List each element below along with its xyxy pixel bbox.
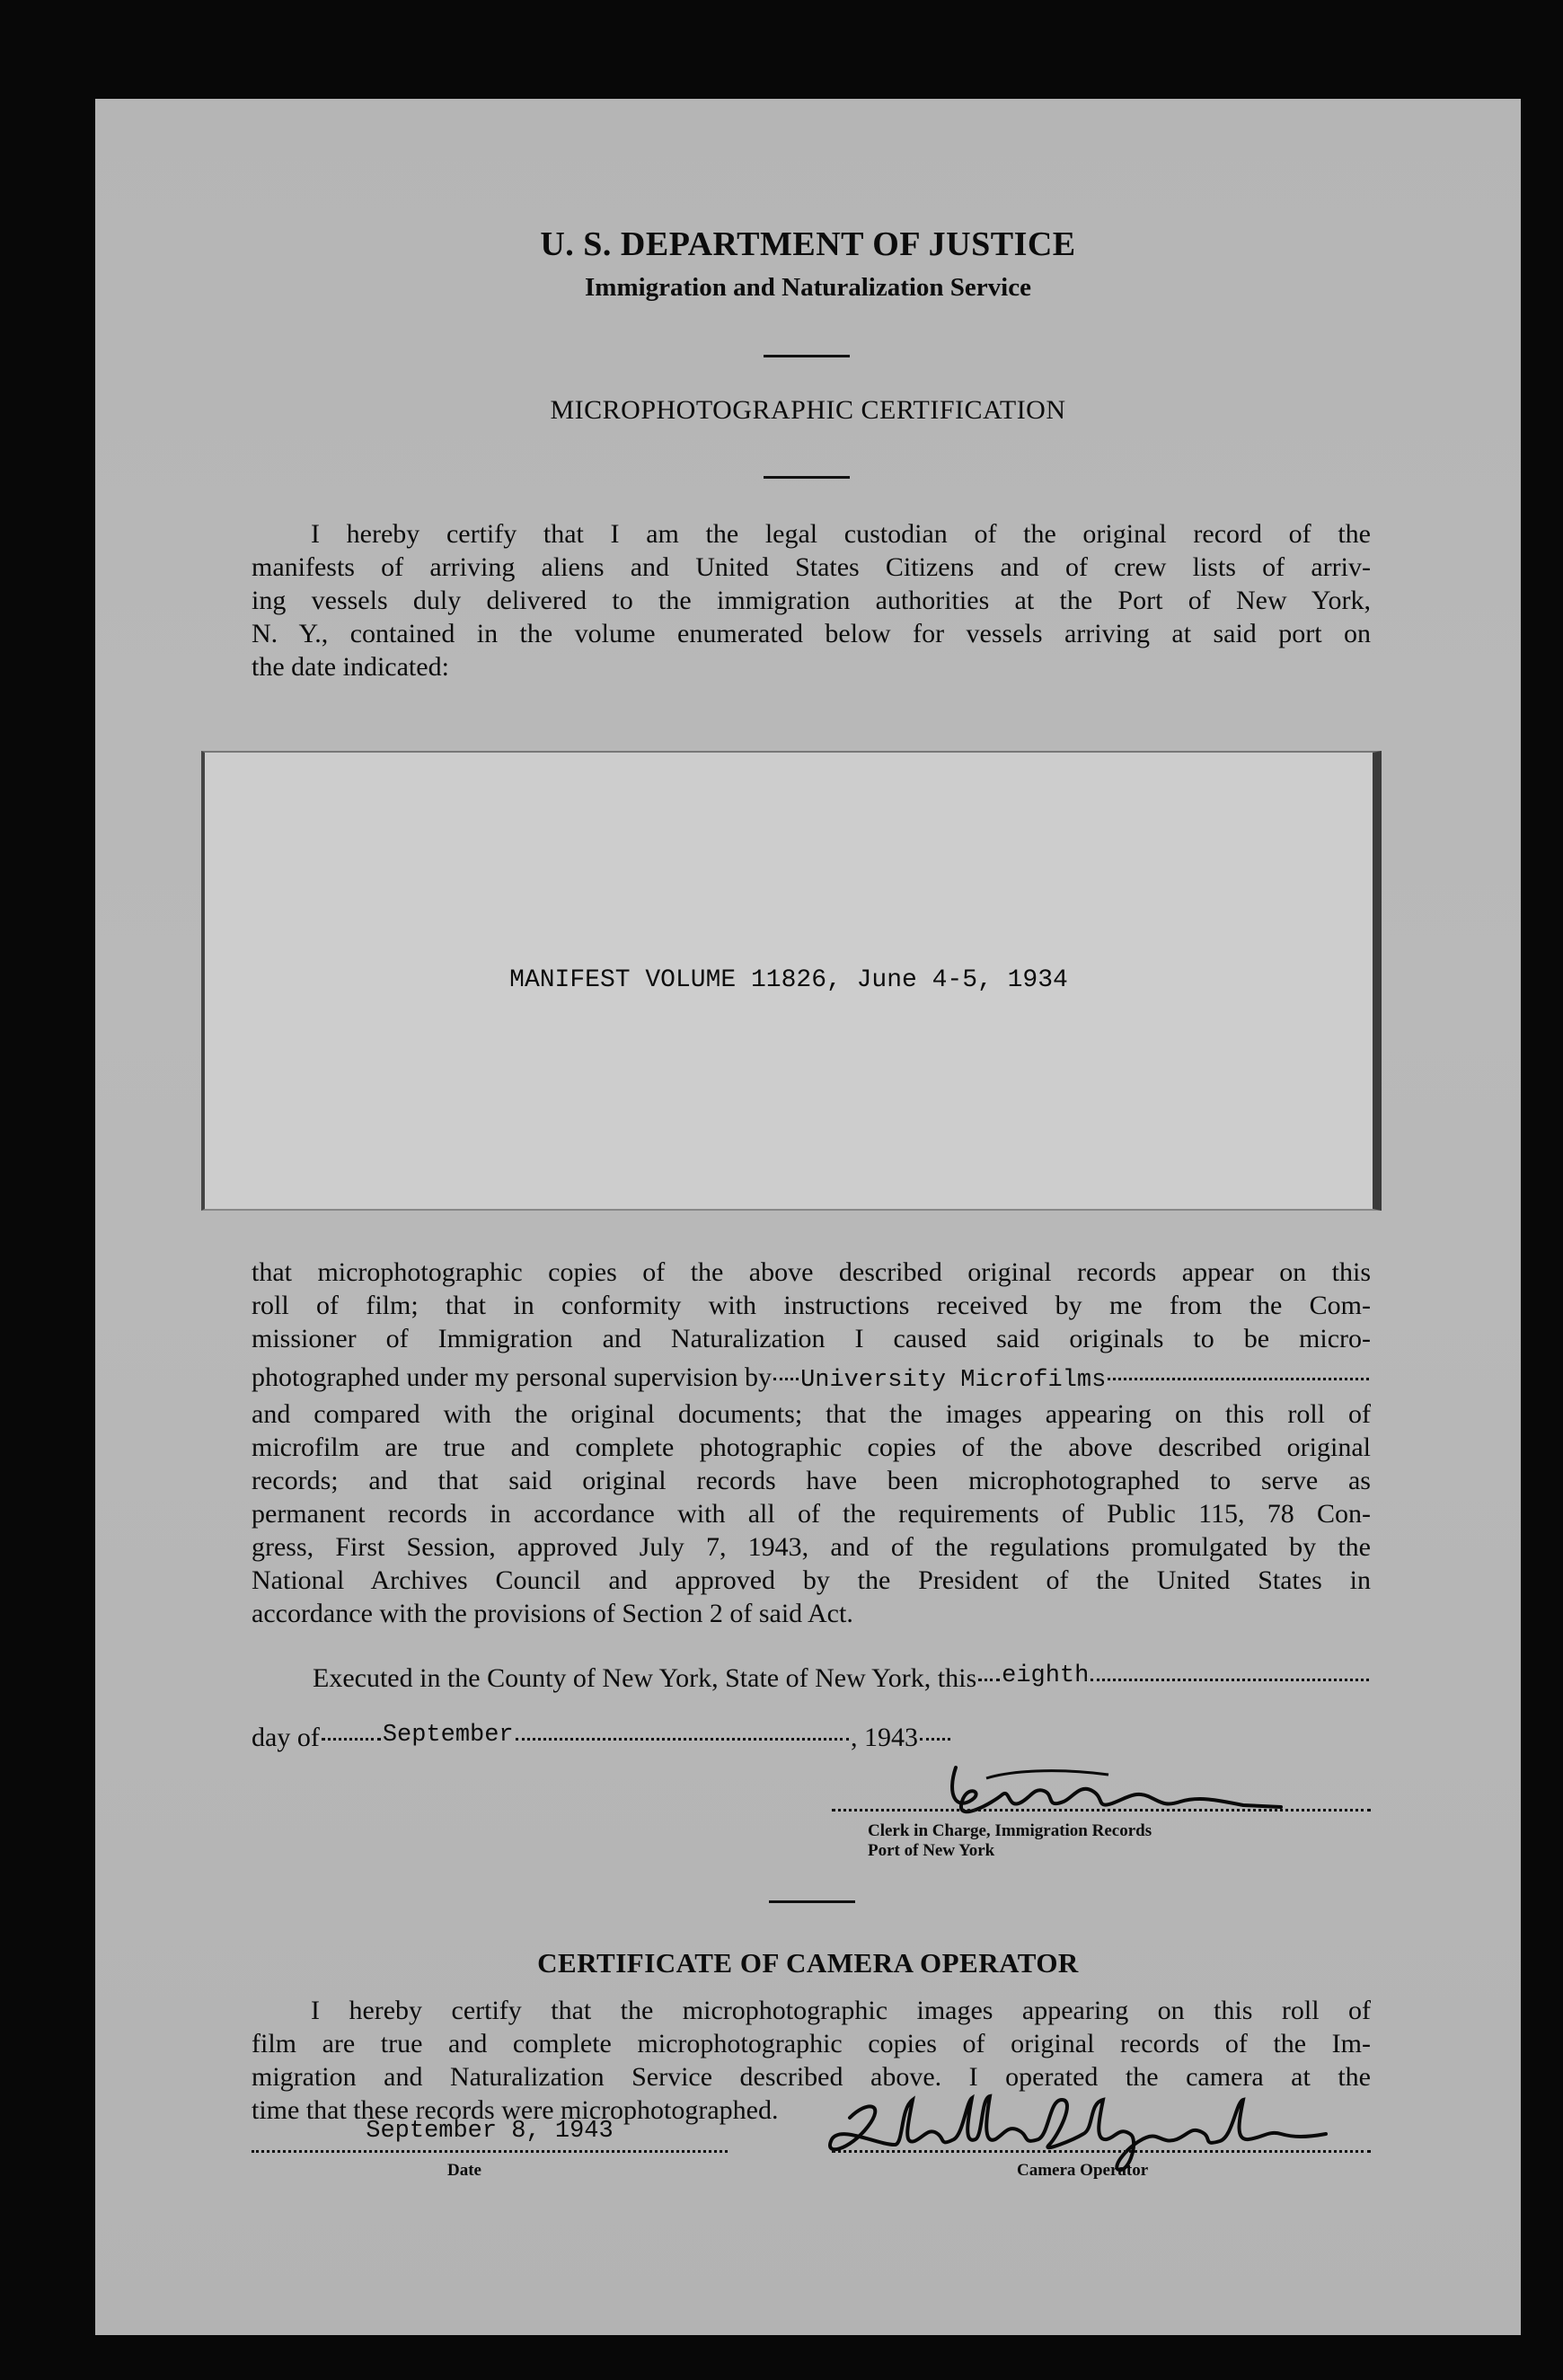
dotted-leader [978,1679,1000,1681]
body-line: National Archives Council and approved by the President of the United States in [252,1565,1371,1595]
operator-date-value: September 8, 1943 [366,2118,614,2145]
body-line: and compared with the original documents; that the images appearing on this roll of [252,1399,1371,1429]
executed-line [313,1662,1371,1698]
intro-line: ing vessels duly delivered to the immigration authorities at the Port of New York, [252,586,1371,615]
body-line: gress, First Session, approved July 7, 1943, and of the regulations promulgated by the [252,1532,1371,1562]
clerk-signature-line [832,1809,1371,1811]
supervision-prefix: photographed under my personal supervision by [252,1362,773,1392]
operator-line: I hereby certify that the microphotographic images appearing on this roll of [311,1996,1371,2025]
intro-line: N. Y., contained in the volume enumerated below for vessels arriving at said port on [252,619,1371,648]
date-dotted-line [252,2150,728,2153]
dotted-leader [516,1738,849,1741]
body-paragraph [252,1256,1371,1630]
dotted-leader [1091,1679,1369,1681]
body-line: microfilm are true and complete photographic copies of the above described original [252,1432,1371,1462]
body-line: missioner of Immigration and Naturalization I caused said originals to be micro- [252,1324,1371,1353]
intro-paragraph [252,517,1371,683]
divider [764,355,850,357]
intro-line: the date indicated: [252,652,449,682]
operator-heading: CERTIFICATE OF CAMERA OPERATOR [537,1947,1079,1979]
executed-prefix: Executed in the County of New York, State of New York, this [313,1663,977,1693]
dotted-leader [322,1738,381,1741]
body-line: permanent records in accordance with all of the requirements of Public 115, 78 Con- [252,1499,1371,1529]
body-line: that microphotographic copies of the above described original records appear on this [252,1257,1371,1287]
date-line [252,1721,952,1758]
operator-signature-line [832,2150,1371,2153]
service-subheading: Immigration and Naturalization Service [585,273,1031,302]
operator-line: migration and Naturalization Service described above. I operated the camera at the [252,2062,1371,2092]
certification-title: MICROPHOTOGRAPHIC CERTIFICATION [550,395,1066,425]
year-value: , 1943 [851,1723,918,1752]
manifest-volume: MANIFEST VOLUME 11826, June 4-5, 1934 [509,966,1068,994]
dotted-leader [1108,1378,1369,1380]
certificate-page [95,99,1521,2335]
body-line: roll of film; that in conformity with instructions received by me from the Com- [252,1291,1371,1320]
body-line: accordance with the provisions of Section 2 of said Act. [252,1599,853,1628]
dotted-leader [773,1378,799,1380]
intro-line: I hereby certify that I am the legal custodian of the original record of the [311,519,1371,549]
department-heading: U. S. DEPARTMENT OF JUSTICE [540,225,1076,263]
clerk-title [868,1821,1152,1861]
clerk-title-line: Port of New York [868,1841,995,1860]
operator-date-field [252,2114,728,2154]
supervision-line [252,1361,1371,1397]
divider [769,1900,855,1903]
divider [764,476,850,479]
day-of-label: day of [252,1723,320,1752]
month-value: September [382,1722,514,1749]
clerk-title-line: Clerk in Charge, Immigration Records [868,1821,1152,1840]
day-value: eighth [1002,1662,1090,1689]
manifest-card [201,751,1382,1211]
microfilm-company: University Microfilms [800,1367,1107,1394]
operator-line: time that these records were microphotographed. [252,2095,779,2125]
body-line: records; and that said original records have been microphotographed to serve as [252,1466,1371,1495]
date-label: Date [447,2161,481,2180]
operator-line: film are true and complete microphotographic copies of original records of the Im- [252,2029,1371,2058]
camera-operator-label: Camera Operator [1017,2161,1149,2180]
intro-line: manifests of arriving aliens and United States Citizens and of crew lists of arriv- [252,552,1371,582]
